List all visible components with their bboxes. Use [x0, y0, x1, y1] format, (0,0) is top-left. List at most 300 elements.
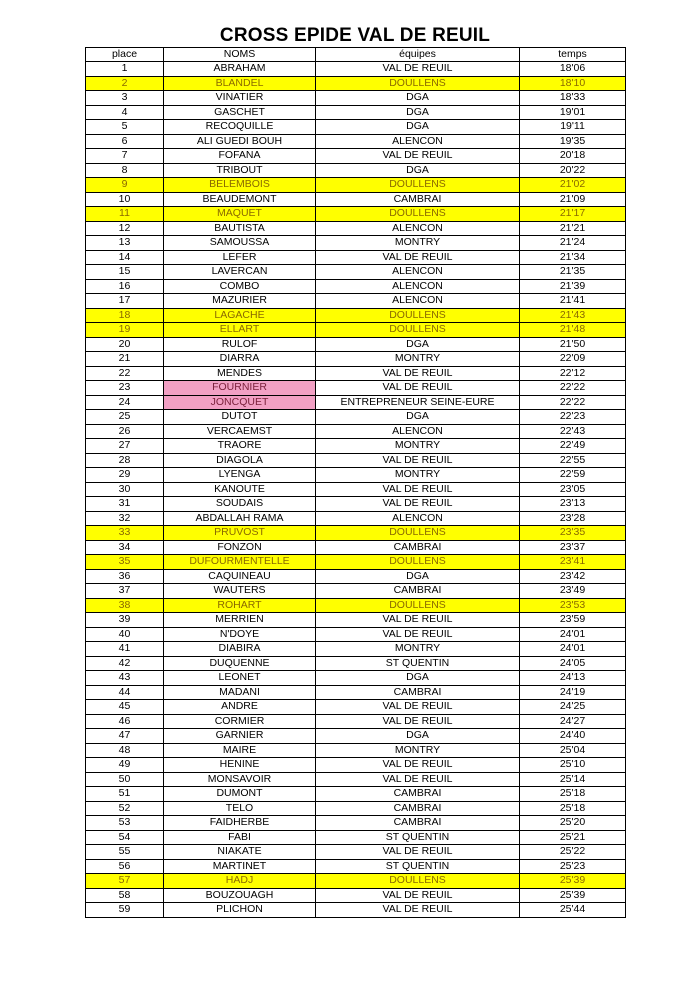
cell-place: 37: [86, 584, 164, 599]
cell-equipe: DOULLENS: [316, 323, 520, 338]
table-row: [86, 569, 626, 584]
cell-nom: MAZURIER: [164, 294, 316, 309]
cell-equipe: CAMBRAI: [316, 816, 520, 831]
cell-nom: ELLART: [164, 323, 316, 338]
cell-temps: 23'41: [520, 555, 626, 570]
cell-nom: VERCAEMST: [164, 424, 316, 439]
cell-temps: 21'02: [520, 178, 626, 193]
cell-place: 40: [86, 627, 164, 642]
cell-nom: GARNIER: [164, 729, 316, 744]
table-row: [86, 845, 626, 860]
cell-place: 20: [86, 337, 164, 352]
cell-place: 15: [86, 265, 164, 280]
cell-temps: 24'40: [520, 729, 626, 744]
column-header-equipes: équipes: [316, 48, 520, 62]
cell-equipe: VAL DE REUIL: [316, 903, 520, 918]
cell-temps: 23'42: [520, 569, 626, 584]
cell-temps: 20'18: [520, 149, 626, 164]
cell-place: 44: [86, 685, 164, 700]
results-body: [86, 62, 626, 918]
cell-temps: 18'10: [520, 76, 626, 91]
table-row: [86, 714, 626, 729]
cell-equipe: MONTRY: [316, 468, 520, 483]
cell-temps: 23'59: [520, 613, 626, 628]
table-row: [86, 801, 626, 816]
table-row: [86, 613, 626, 628]
cell-equipe: VAL DE REUIL: [316, 62, 520, 77]
cell-nom: BOUZOUAGH: [164, 888, 316, 903]
cell-temps: 22'22: [520, 395, 626, 410]
cell-place: 45: [86, 700, 164, 715]
cell-temps: 24'19: [520, 685, 626, 700]
table-row: [86, 352, 626, 367]
cell-place: 53: [86, 816, 164, 831]
cell-temps: 23'13: [520, 497, 626, 512]
cell-place: 51: [86, 787, 164, 802]
cell-nom: DUMONT: [164, 787, 316, 802]
cell-equipe: MONTRY: [316, 439, 520, 454]
cell-equipe: MONTRY: [316, 743, 520, 758]
cell-temps: 24'27: [520, 714, 626, 729]
cell-nom: TRAORE: [164, 439, 316, 454]
cell-nom: FAIDHERBE: [164, 816, 316, 831]
cell-temps: 21'41: [520, 294, 626, 309]
cell-nom: DUTOT: [164, 410, 316, 425]
cell-equipe: VAL DE REUIL: [316, 888, 520, 903]
cell-temps: 23'49: [520, 584, 626, 599]
cell-temps: 22'55: [520, 453, 626, 468]
table-row: [86, 685, 626, 700]
table-row: [86, 395, 626, 410]
cell-temps: 25'18: [520, 801, 626, 816]
table-row: [86, 497, 626, 512]
cell-nom: DUFOURMENTELLE: [164, 555, 316, 570]
cell-place: 46: [86, 714, 164, 729]
cell-temps: 23'35: [520, 526, 626, 541]
cell-equipe: DGA: [316, 410, 520, 425]
table-row: [86, 772, 626, 787]
table-row: [86, 105, 626, 120]
cell-nom: ANDRE: [164, 700, 316, 715]
cell-temps: 23'05: [520, 482, 626, 497]
cell-place: 34: [86, 540, 164, 555]
table-row: [86, 642, 626, 657]
cell-nom: HENINE: [164, 758, 316, 773]
cell-temps: 25'21: [520, 830, 626, 845]
cell-nom: FONZON: [164, 540, 316, 555]
table-row: [86, 656, 626, 671]
cell-place: 7: [86, 149, 164, 164]
cell-nom: DIARRA: [164, 352, 316, 367]
cell-temps: 18'06: [520, 62, 626, 77]
cell-temps: 19'35: [520, 134, 626, 149]
cell-equipe: ALENCON: [316, 511, 520, 526]
cell-nom: LEONET: [164, 671, 316, 686]
cell-nom: LAGACHE: [164, 308, 316, 323]
cell-equipe: VAL DE REUIL: [316, 613, 520, 628]
table-row: [86, 874, 626, 889]
cell-equipe: VAL DE REUIL: [316, 482, 520, 497]
cell-temps: 21'50: [520, 337, 626, 352]
cell-nom: NIAKATE: [164, 845, 316, 860]
page-title: CROSS EPIDE VAL DE REUIL: [219, 25, 491, 46]
table-row: [86, 468, 626, 483]
cell-temps: 25'39: [520, 874, 626, 889]
cell-equipe: MONTRY: [316, 236, 520, 251]
cell-equipe: DOULLENS: [316, 308, 520, 323]
table-row: [86, 700, 626, 715]
cell-nom: PRUVOST: [164, 526, 316, 541]
cell-place: 59: [86, 903, 164, 918]
cell-temps: 20'22: [520, 163, 626, 178]
table-row: [86, 729, 626, 744]
cell-temps: 19'11: [520, 120, 626, 135]
cell-nom: CAQUINEAU: [164, 569, 316, 584]
cell-equipe: VAL DE REUIL: [316, 149, 520, 164]
table-row: [86, 134, 626, 149]
cell-temps: 19'01: [520, 105, 626, 120]
cell-nom: PLICHON: [164, 903, 316, 918]
cell-place: 22: [86, 366, 164, 381]
results-table: [85, 47, 626, 918]
table-row: [86, 859, 626, 874]
cell-equipe: DOULLENS: [316, 207, 520, 222]
cell-equipe: DGA: [316, 105, 520, 120]
cell-nom: SAMOUSSA: [164, 236, 316, 251]
cell-temps: 21'17: [520, 207, 626, 222]
table-row: [86, 337, 626, 352]
cell-nom: TRIBOUT: [164, 163, 316, 178]
column-header-noms: NOMS: [164, 48, 316, 62]
cell-place: 58: [86, 888, 164, 903]
cell-equipe: ALENCON: [316, 221, 520, 236]
table-row: [86, 598, 626, 613]
table-row: [86, 221, 626, 236]
cell-equipe: MONTRY: [316, 642, 520, 657]
cell-nom: ROHART: [164, 598, 316, 613]
cell-equipe: DGA: [316, 120, 520, 135]
table-row: [86, 207, 626, 222]
cell-temps: 25'22: [520, 845, 626, 860]
cell-place: 19: [86, 323, 164, 338]
cell-nom: HADJ: [164, 874, 316, 889]
cell-place: 14: [86, 250, 164, 265]
cell-equipe: VAL DE REUIL: [316, 381, 520, 396]
cell-equipe: VAL DE REUIL: [316, 758, 520, 773]
cell-place: 35: [86, 555, 164, 570]
cell-temps: 25'20: [520, 816, 626, 831]
cell-temps: 22'09: [520, 352, 626, 367]
cell-equipe: VAL DE REUIL: [316, 453, 520, 468]
table-row: [86, 163, 626, 178]
cell-nom: MADANI: [164, 685, 316, 700]
cell-place: 10: [86, 192, 164, 207]
table-row: [86, 816, 626, 831]
table-row: [86, 62, 626, 77]
table-row: [86, 830, 626, 845]
cell-nom: MARTINET: [164, 859, 316, 874]
cell-place: 5: [86, 120, 164, 135]
table-row: [86, 511, 626, 526]
cell-temps: 18'33: [520, 91, 626, 106]
cell-equipe: VAL DE REUIL: [316, 714, 520, 729]
cell-temps: 24'05: [520, 656, 626, 671]
cell-temps: 25'18: [520, 787, 626, 802]
cell-equipe: MONTRY: [316, 352, 520, 367]
cell-equipe: DOULLENS: [316, 555, 520, 570]
table-row: [86, 627, 626, 642]
cell-place: 12: [86, 221, 164, 236]
cell-place: 6: [86, 134, 164, 149]
cell-nom: JONCQUET: [164, 395, 316, 410]
cell-place: 18: [86, 308, 164, 323]
cell-temps: 23'37: [520, 540, 626, 555]
cell-place: 3: [86, 91, 164, 106]
cell-equipe: VAL DE REUIL: [316, 497, 520, 512]
cell-place: 8: [86, 163, 164, 178]
cell-nom: BEAUDEMONT: [164, 192, 316, 207]
cell-temps: 25'04: [520, 743, 626, 758]
cell-equipe: CAMBRAI: [316, 685, 520, 700]
cell-nom: FABI: [164, 830, 316, 845]
cell-nom: MAIRE: [164, 743, 316, 758]
cell-place: 26: [86, 424, 164, 439]
cell-place: 23: [86, 381, 164, 396]
table-row: [86, 540, 626, 555]
table-row: [86, 584, 626, 599]
cell-equipe: ALENCON: [316, 265, 520, 280]
cell-nom: LEFER: [164, 250, 316, 265]
cell-equipe: ALENCON: [316, 279, 520, 294]
cell-equipe: CAMBRAI: [316, 540, 520, 555]
cell-equipe: DGA: [316, 163, 520, 178]
header-row: [86, 48, 626, 62]
cell-equipe: CAMBRAI: [316, 192, 520, 207]
cell-temps: 25'23: [520, 859, 626, 874]
cell-place: 28: [86, 453, 164, 468]
cell-temps: 24'25: [520, 700, 626, 715]
cell-place: 57: [86, 874, 164, 889]
cell-place: 16: [86, 279, 164, 294]
cell-place: 11: [86, 207, 164, 222]
cell-temps: 21'48: [520, 323, 626, 338]
cell-nom: COMBO: [164, 279, 316, 294]
cell-equipe: DOULLENS: [316, 526, 520, 541]
cell-temps: 24'01: [520, 642, 626, 657]
cell-temps: 25'10: [520, 758, 626, 773]
cell-equipe: DOULLENS: [316, 598, 520, 613]
cell-place: 48: [86, 743, 164, 758]
cell-nom: KANOUTE: [164, 482, 316, 497]
cell-place: 38: [86, 598, 164, 613]
cell-temps: 22'23: [520, 410, 626, 425]
table-row: [86, 453, 626, 468]
cell-equipe: DOULLENS: [316, 76, 520, 91]
cell-temps: 21'43: [520, 308, 626, 323]
cell-nom: BELEMBOIS: [164, 178, 316, 193]
cell-nom: RECOQUILLE: [164, 120, 316, 135]
table-row: [86, 758, 626, 773]
cell-nom: DUQUENNE: [164, 656, 316, 671]
cell-place: 32: [86, 511, 164, 526]
cell-nom: MONSAVOIR: [164, 772, 316, 787]
cell-place: 55: [86, 845, 164, 860]
cell-equipe: VAL DE REUIL: [316, 250, 520, 265]
cell-equipe: DGA: [316, 91, 520, 106]
cell-place: 9: [86, 178, 164, 193]
cell-place: 2: [86, 76, 164, 91]
cell-temps: 21'34: [520, 250, 626, 265]
cell-nom: MAQUET: [164, 207, 316, 222]
cell-temps: 21'39: [520, 279, 626, 294]
cell-nom: RULOF: [164, 337, 316, 352]
cell-equipe: DOULLENS: [316, 178, 520, 193]
cell-nom: LYENGA: [164, 468, 316, 483]
table-row: [86, 294, 626, 309]
cell-equipe: VAL DE REUIL: [316, 845, 520, 860]
cell-temps: 21'21: [520, 221, 626, 236]
cell-nom: FOURNIER: [164, 381, 316, 396]
cell-nom: LAVERCAN: [164, 265, 316, 280]
cell-temps: 25'14: [520, 772, 626, 787]
cell-place: 39: [86, 613, 164, 628]
table-row: [86, 192, 626, 207]
cell-place: 25: [86, 410, 164, 425]
table-row: [86, 903, 626, 918]
table-row: [86, 671, 626, 686]
cell-nom: N'DOYE: [164, 627, 316, 642]
cell-equipe: DOULLENS: [316, 874, 520, 889]
cell-temps: 23'53: [520, 598, 626, 613]
cell-equipe: ALENCON: [316, 294, 520, 309]
cell-nom: TELO: [164, 801, 316, 816]
cell-temps: 21'09: [520, 192, 626, 207]
cell-place: 29: [86, 468, 164, 483]
table-row: [86, 149, 626, 164]
cell-nom: FOFANA: [164, 149, 316, 164]
cell-place: 13: [86, 236, 164, 251]
cell-nom: ABRAHAM: [164, 62, 316, 77]
cell-nom: ALI GUEDI BOUH: [164, 134, 316, 149]
cell-temps: 24'01: [520, 627, 626, 642]
cell-place: 33: [86, 526, 164, 541]
cell-equipe: VAL DE REUIL: [316, 700, 520, 715]
table-row: [86, 366, 626, 381]
cell-place: 56: [86, 859, 164, 874]
cell-place: 42: [86, 656, 164, 671]
cell-nom: ABDALLAH RAMA: [164, 511, 316, 526]
cell-equipe: CAMBRAI: [316, 584, 520, 599]
cell-equipe: ALENCON: [316, 424, 520, 439]
table-row: [86, 265, 626, 280]
cell-equipe: VAL DE REUIL: [316, 772, 520, 787]
cell-nom: VINATIER: [164, 91, 316, 106]
table-row: [86, 439, 626, 454]
cell-equipe: DGA: [316, 671, 520, 686]
cell-place: 49: [86, 758, 164, 773]
cell-temps: 24'13: [520, 671, 626, 686]
cell-temps: 23'28: [520, 511, 626, 526]
cell-temps: 21'35: [520, 265, 626, 280]
cell-place: 24: [86, 395, 164, 410]
cell-temps: 25'39: [520, 888, 626, 903]
table-row: [86, 743, 626, 758]
cell-nom: GASCHET: [164, 105, 316, 120]
cell-place: 17: [86, 294, 164, 309]
cell-temps: 22'12: [520, 366, 626, 381]
cell-nom: MENDES: [164, 366, 316, 381]
cell-place: 1: [86, 62, 164, 77]
cell-place: 21: [86, 352, 164, 367]
cell-place: 27: [86, 439, 164, 454]
table-row: [86, 120, 626, 135]
column-header-place: place: [86, 48, 164, 62]
cell-place: 50: [86, 772, 164, 787]
table-row: [86, 250, 626, 265]
cell-nom: WAUTERS: [164, 584, 316, 599]
table-row: [86, 787, 626, 802]
cell-place: 30: [86, 482, 164, 497]
cell-temps: 25'44: [520, 903, 626, 918]
cell-equipe: ST QUENTIN: [316, 859, 520, 874]
table-row: [86, 424, 626, 439]
table-row: [86, 410, 626, 425]
cell-equipe: CAMBRAI: [316, 787, 520, 802]
cell-equipe: VAL DE REUIL: [316, 627, 520, 642]
cell-equipe: ENTREPRENEUR SEINE-EURE: [316, 395, 520, 410]
table-row: [86, 381, 626, 396]
cell-nom: DIAGOLA: [164, 453, 316, 468]
cell-place: 4: [86, 105, 164, 120]
cell-temps: 22'49: [520, 439, 626, 454]
cell-place: 47: [86, 729, 164, 744]
table-row: [86, 482, 626, 497]
cell-place: 36: [86, 569, 164, 584]
column-header-temps: temps: [520, 48, 626, 62]
cell-nom: SOUDAIS: [164, 497, 316, 512]
table-row: [86, 279, 626, 294]
cell-equipe: ST QUENTIN: [316, 656, 520, 671]
table-row: [86, 323, 626, 338]
cell-temps: 22'43: [520, 424, 626, 439]
cell-temps: 21'24: [520, 236, 626, 251]
cell-equipe: VAL DE REUIL: [316, 366, 520, 381]
table-row: [86, 526, 626, 541]
table-row: [86, 236, 626, 251]
table-row: [86, 555, 626, 570]
cell-place: 31: [86, 497, 164, 512]
cell-equipe: CAMBRAI: [316, 801, 520, 816]
cell-equipe: DGA: [316, 337, 520, 352]
cell-place: 54: [86, 830, 164, 845]
cell-equipe: ST QUENTIN: [316, 830, 520, 845]
cell-place: 43: [86, 671, 164, 686]
table-row: [86, 308, 626, 323]
table-row: [86, 178, 626, 193]
table-row: [86, 91, 626, 106]
cell-place: 41: [86, 642, 164, 657]
cell-nom: MERRIEN: [164, 613, 316, 628]
cell-equipe: ALENCON: [316, 134, 520, 149]
cell-equipe: DGA: [316, 729, 520, 744]
cell-nom: CORMIER: [164, 714, 316, 729]
cell-nom: DIABIRA: [164, 642, 316, 657]
cell-temps: 22'59: [520, 468, 626, 483]
table-row: [86, 888, 626, 903]
cell-place: 52: [86, 801, 164, 816]
cell-nom: BAUTISTA: [164, 221, 316, 236]
table-row: [86, 76, 626, 91]
